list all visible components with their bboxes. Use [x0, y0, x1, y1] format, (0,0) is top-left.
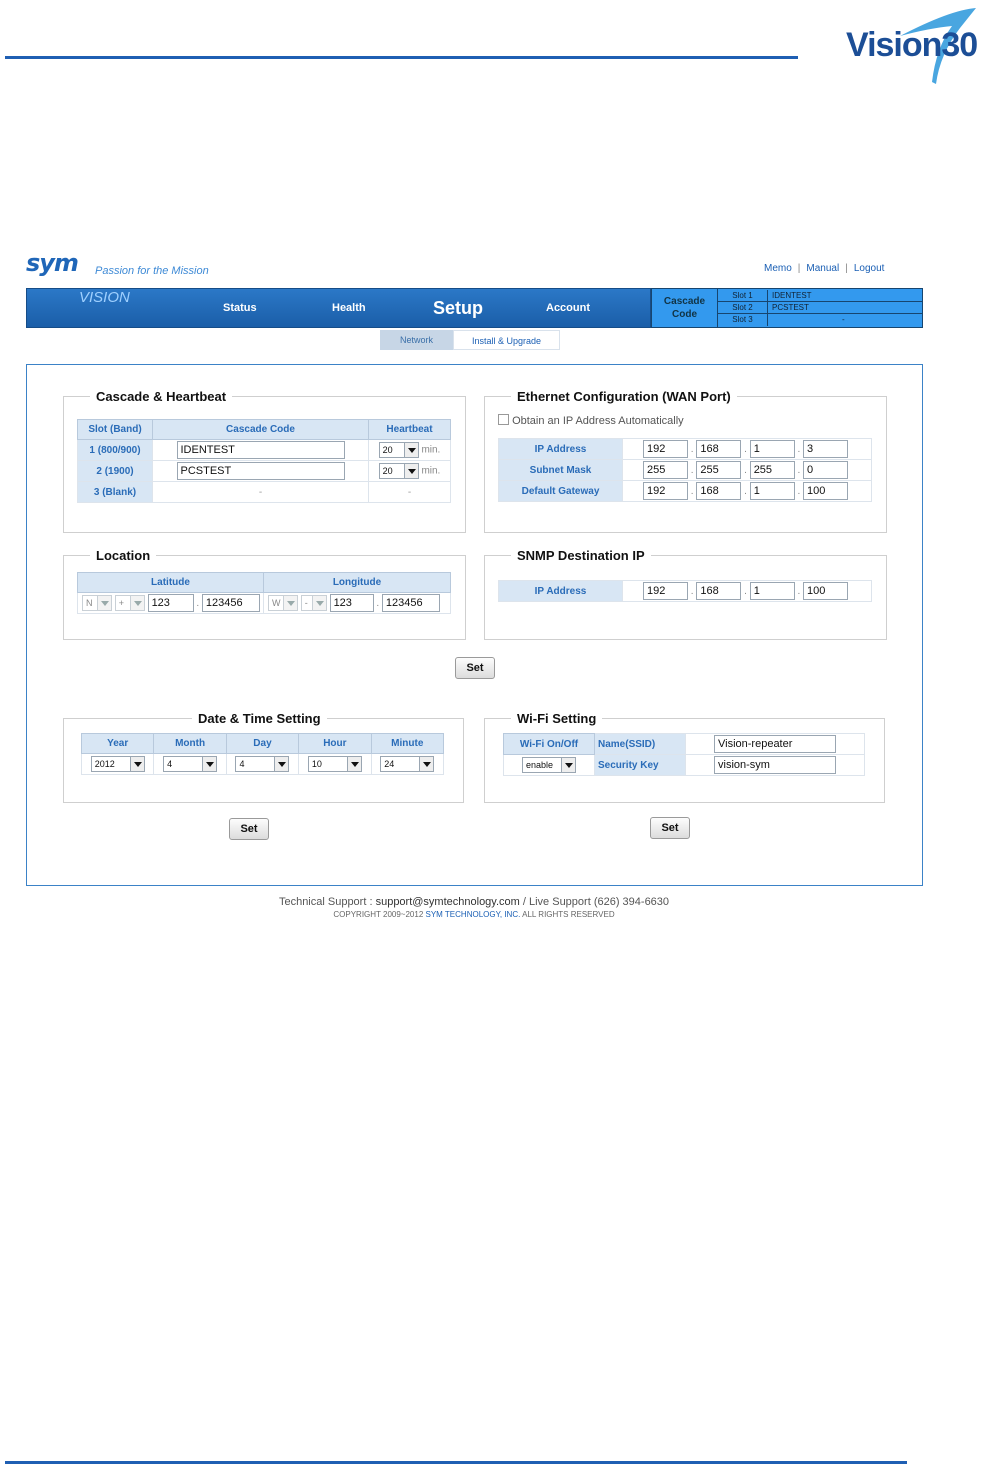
subnet-label: Subnet Mask	[499, 460, 623, 481]
slot-label: Slot 2	[718, 302, 768, 314]
top-links	[764, 263, 884, 274]
longitude-degree-input[interactable]: 123	[330, 594, 374, 612]
section-title: Ethernet Configuration (WAN Port)	[517, 389, 731, 404]
gateway-octet-input[interactable]: 100	[803, 482, 848, 500]
slot-band: 2 (1900)	[78, 461, 153, 482]
gateway-octet-input[interactable]: 168	[696, 482, 741, 500]
cascade-code-input[interactable]: PCSTEST	[177, 462, 345, 480]
chevron-down-icon	[404, 443, 418, 457]
support-line: Technical Support : support@symtechnology.com / Live Support (626) 394-6630	[278, 896, 670, 908]
column-header: Longitude	[264, 573, 451, 593]
snmp-table	[498, 580, 872, 602]
ip-octet-input[interactable]: 1	[750, 440, 795, 458]
datetime-table	[81, 733, 444, 775]
nav-setup[interactable]: Setup	[433, 298, 484, 318]
slot-value: IDENTEST	[772, 291, 812, 300]
settings-panel	[26, 364, 923, 886]
section-title: Date & Time Setting	[198, 711, 321, 726]
heartbeat-unit: min.	[421, 465, 441, 477]
column-header: Slot (Band)	[78, 420, 153, 440]
heartbeat-value: -	[369, 482, 451, 503]
chevron-down-icon	[404, 464, 418, 478]
subnet-octet-input[interactable]: 255	[750, 461, 795, 479]
column-header: Day	[226, 734, 298, 754]
chevron-down-icon	[283, 596, 297, 610]
ip-octet-input[interactable]: 3	[803, 440, 848, 458]
security-key-input[interactable]: vision-sym	[714, 756, 836, 774]
cascade-heartbeat-table	[77, 419, 451, 503]
column-header: Wi-Fi On/Off	[504, 734, 595, 755]
latitude-sign-select[interactable]: +	[115, 595, 145, 611]
heartbeat-unit: min.	[421, 444, 441, 456]
sym-logo[interactable]: sym	[26, 249, 78, 277]
column-header: Latitude	[78, 573, 264, 593]
set-network-button[interactable]: Set	[455, 657, 495, 679]
chevron-down-icon	[274, 757, 288, 771]
table-row	[504, 734, 865, 755]
tab-network[interactable]: Network	[380, 330, 453, 350]
table-row	[78, 482, 451, 503]
footer-rule	[5, 1461, 907, 1464]
ip-octet-input[interactable]: 192	[643, 440, 688, 458]
auto-ip-checkbox[interactable]	[498, 414, 509, 425]
slot-value: PCSTEST	[772, 303, 809, 312]
column-header: Hour	[299, 734, 371, 754]
slot-row	[718, 290, 922, 302]
ssid-input[interactable]: Vision-repeater	[714, 735, 836, 753]
ethernet-table	[498, 438, 872, 502]
wifi-table	[503, 733, 865, 776]
column-header: Cascade Code	[153, 420, 369, 440]
ip-octet-input[interactable]: 168	[696, 440, 741, 458]
gateway-octet-input[interactable]: 1	[750, 482, 795, 500]
column-header: Minute	[371, 734, 443, 754]
link-separator: |	[845, 263, 848, 274]
nav-status[interactable]: Status	[223, 302, 257, 314]
slot-band: 1 (800/900)	[78, 440, 153, 461]
snmp-octet-input[interactable]: 100	[803, 582, 848, 600]
latitude-degree-input[interactable]: 123	[148, 594, 194, 612]
nav-account[interactable]: Account	[546, 302, 590, 314]
column-header: Heartbeat	[369, 420, 451, 440]
table-row	[82, 754, 444, 775]
chevron-down-icon	[130, 596, 144, 610]
subnet-octet-input[interactable]: 255	[643, 461, 688, 479]
section-title: Wi-Fi Setting	[517, 711, 597, 726]
table-row: IP Address 192 . 168 . 1 . 100	[499, 581, 872, 602]
cascade-code-input[interactable]: IDENTEST	[177, 441, 345, 459]
longitude-minute-input[interactable]: 123456	[382, 594, 440, 612]
logout-link[interactable]: Logout	[853, 263, 885, 274]
nav-brand[interactable]: VISION	[79, 289, 130, 306]
chevron-down-icon	[202, 757, 216, 771]
section-title: SNMP Destination IP	[517, 548, 645, 563]
slot-row	[718, 302, 922, 314]
security-key-label: Security Key	[595, 755, 686, 776]
auto-ip-label: Obtain an IP Address Automatically	[512, 415, 684, 427]
snmp-octet-input[interactable]: 168	[696, 582, 741, 600]
hour-select[interactable]: 10	[308, 756, 362, 772]
auto-ip-option[interactable]	[498, 414, 684, 427]
ip-label: IP Address	[499, 439, 623, 460]
tab-install-upgrade[interactable]: Install & Upgrade	[453, 330, 560, 350]
minute-select[interactable]: 24	[380, 756, 434, 772]
chevron-down-icon	[561, 758, 575, 772]
subnet-octet-input[interactable]: 255	[696, 461, 741, 479]
latitude-minute-input[interactable]: 123456	[202, 594, 260, 612]
location-table	[77, 572, 451, 614]
snmp-ip-label: IP Address	[499, 581, 623, 602]
main-nav	[26, 288, 651, 328]
slot-label: Slot 1	[718, 290, 768, 302]
longitude-direction-select[interactable]: W	[268, 595, 298, 611]
wifi-onoff-select[interactable]: enable	[522, 757, 576, 773]
table-row: IP Address 192 . 168 . 1 . 3	[499, 439, 872, 460]
company-link[interactable]: SYM TECHNOLOGY, INC.	[425, 910, 521, 919]
section-title: Cascade & Heartbeat	[96, 389, 227, 404]
slot-value: -	[842, 315, 845, 324]
heartbeat-select[interactable]: 20	[379, 463, 419, 479]
heartbeat-select[interactable]: 20	[379, 442, 419, 458]
nav-health[interactable]: Health	[332, 302, 366, 314]
subnet-octet-input[interactable]: 0	[803, 461, 848, 479]
chevron-down-icon	[419, 757, 433, 771]
set-wifi-button[interactable]: Set	[650, 817, 690, 839]
vision30-logo-text: Vision30	[846, 26, 978, 64]
set-datetime-button[interactable]: Set	[229, 818, 269, 840]
column-header: Year	[82, 734, 154, 754]
cascade-summary-label: Cascade Code	[652, 289, 718, 327]
copyright-line: COPYRIGHT 2009~2012 SYM TECHNOLOGY, INC. ALL RIGHTS RESERVED	[333, 910, 615, 919]
chevron-down-icon	[312, 596, 326, 610]
brand-tagline: Passion for the Mission	[95, 265, 209, 277]
year-select[interactable]: 2012	[91, 756, 145, 772]
memo-link[interactable]: Memo	[764, 263, 792, 274]
header-rule	[5, 56, 798, 59]
longitude-sign-select[interactable]: -	[301, 595, 327, 611]
slot-band: 3 (Blank)	[78, 482, 153, 503]
chevron-down-icon	[130, 757, 144, 771]
latitude-direction-select[interactable]: N	[82, 595, 112, 611]
snmp-octet-input[interactable]: 192	[643, 582, 688, 600]
month-select[interactable]: 4	[163, 756, 217, 772]
support-email-link[interactable]: support@symtechnology.com	[375, 896, 520, 908]
cascade-code-summary	[651, 288, 923, 328]
table-row	[78, 440, 451, 461]
vision30-logo	[840, 4, 988, 86]
manual-link[interactable]: Manual	[806, 263, 840, 274]
chevron-down-icon	[347, 757, 361, 771]
gateway-octet-input[interactable]: 192	[643, 482, 688, 500]
gateway-label: Default Gateway	[499, 481, 623, 502]
table-row: Subnet Mask 255 . 255 . 255 . 0	[499, 460, 872, 481]
chevron-down-icon	[97, 596, 111, 610]
section-title: Location	[96, 548, 151, 563]
table-row	[78, 461, 451, 482]
link-separator: |	[797, 263, 801, 274]
table-row: Default Gateway 192 . 168 . 1 . 100	[499, 481, 872, 502]
cascade-code-value: -	[153, 482, 369, 503]
slot-label: Slot 3	[718, 314, 768, 326]
day-select[interactable]: 4	[235, 756, 289, 772]
table-row: N + 123 . 123456 W - 123 . 123456	[78, 593, 451, 614]
ssid-label: Name(SSID)	[595, 734, 686, 755]
column-header: Month	[154, 734, 226, 754]
slot-row	[718, 314, 922, 326]
table-row	[504, 755, 865, 776]
snmp-octet-input[interactable]: 1	[750, 582, 795, 600]
